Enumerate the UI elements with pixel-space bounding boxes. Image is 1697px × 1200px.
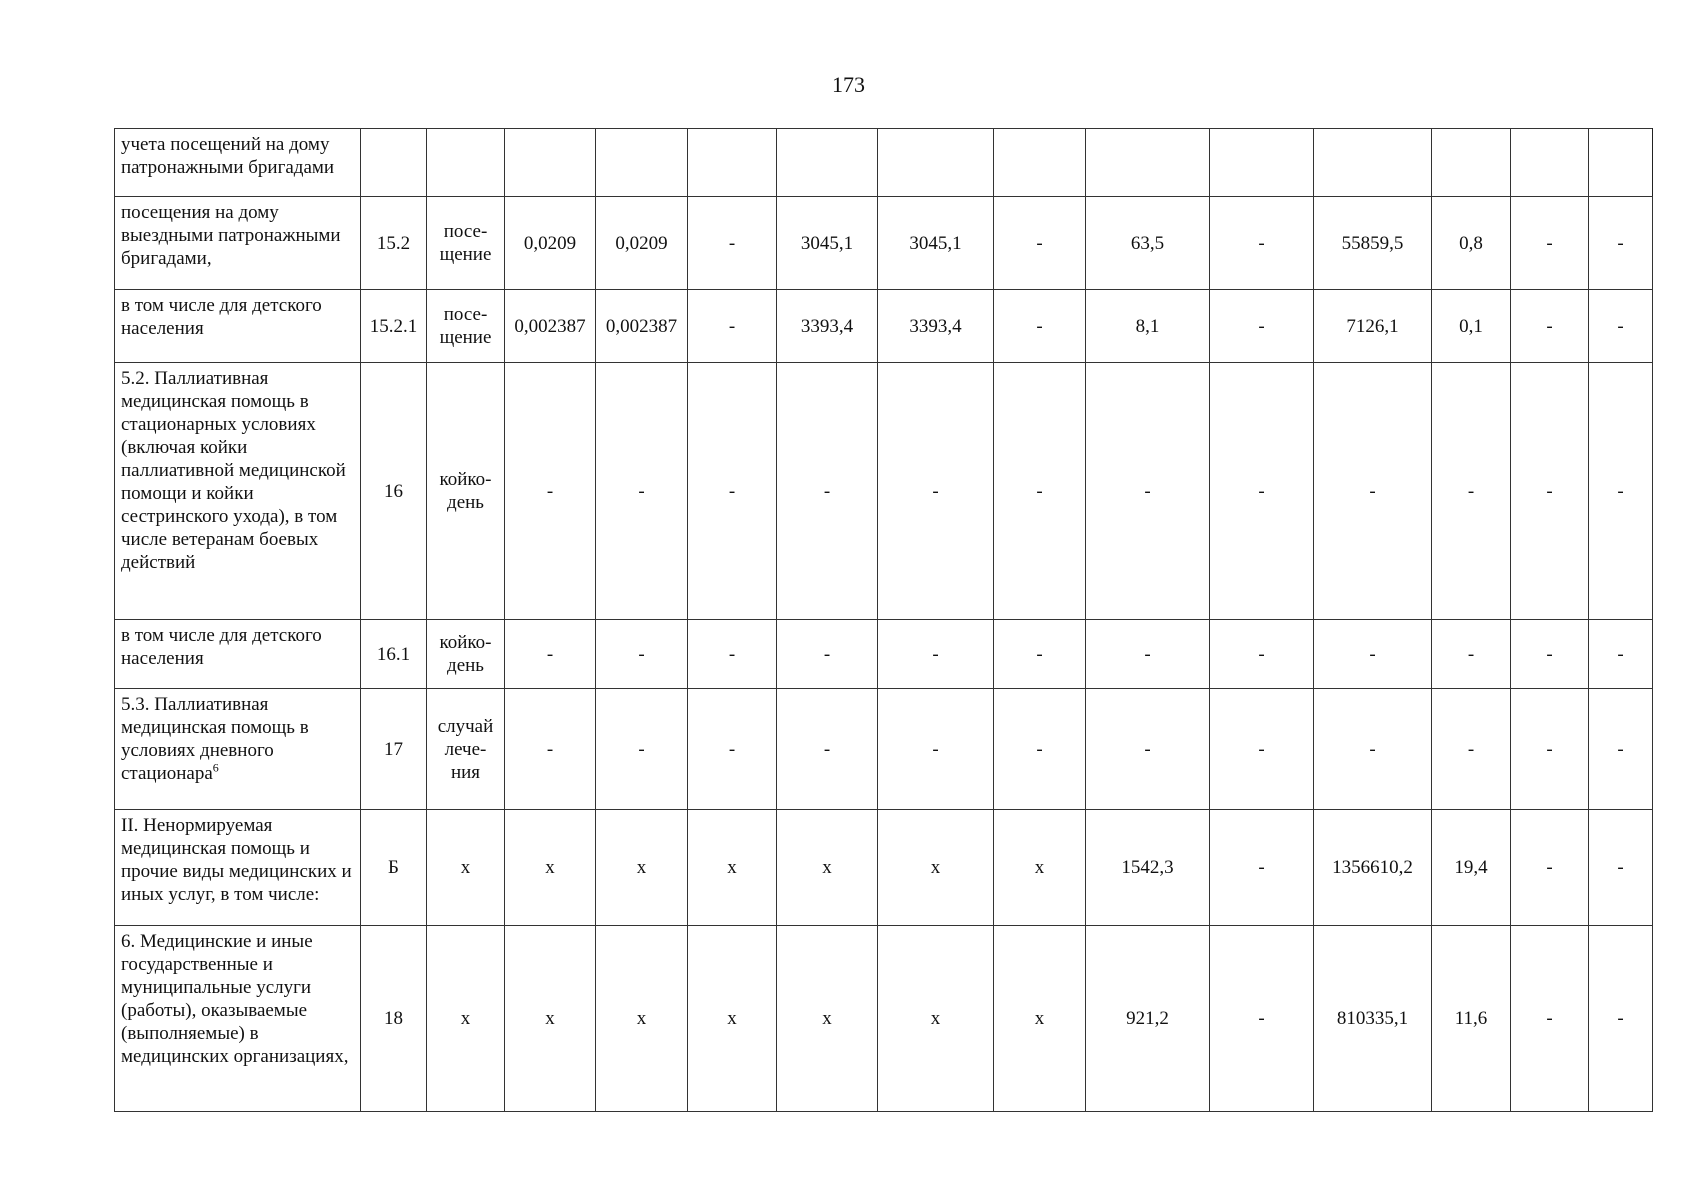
row-name: 6. Медицинские и иные государственные и муниципальные услуги (работы), оказываемые (выполняемые) в медицинских организациях, <box>115 926 361 1112</box>
row-value <box>1511 129 1589 197</box>
row-value <box>596 129 688 197</box>
row-value: х <box>777 926 878 1112</box>
row-value: 7126,1 <box>1314 290 1432 363</box>
row-value: - <box>505 363 596 620</box>
row-value: - <box>1432 689 1511 810</box>
row-value: х <box>505 810 596 926</box>
row-value: - <box>1314 363 1432 620</box>
row-value: х <box>688 926 777 1112</box>
table-row <box>115 197 1653 290</box>
row-value: 3393,4 <box>878 290 994 363</box>
row-value: х <box>878 926 994 1112</box>
tariff-table <box>114 128 1653 1112</box>
row-value: 1356610,2 <box>1314 810 1432 926</box>
row-code: 18 <box>361 926 427 1112</box>
row-value: - <box>1086 620 1210 689</box>
row-value: - <box>1589 620 1653 689</box>
row-code: 16.1 <box>361 620 427 689</box>
row-value: - <box>994 689 1086 810</box>
row-value: - <box>1589 290 1653 363</box>
row-value: - <box>688 620 777 689</box>
row-name: в том числе для детского населения <box>115 620 361 689</box>
row-value: 0,0209 <box>596 197 688 290</box>
row-value: - <box>994 197 1086 290</box>
row-value: 11,6 <box>1432 926 1511 1112</box>
row-value: - <box>1210 197 1314 290</box>
row-value: - <box>1511 620 1589 689</box>
row-value: 3045,1 <box>878 197 994 290</box>
row-value: - <box>878 689 994 810</box>
row-value: 8,1 <box>1086 290 1210 363</box>
row-name: учета посещений на дому патронажными бригадами <box>115 129 361 197</box>
row-name: в том числе для детского населения <box>115 290 361 363</box>
row-value: 1542,3 <box>1086 810 1210 926</box>
row-value: - <box>994 620 1086 689</box>
row-value: 3393,4 <box>777 290 878 363</box>
row-value <box>1314 129 1432 197</box>
row-value: 0,002387 <box>505 290 596 363</box>
row-value: - <box>994 363 1086 620</box>
row-value: 0,1 <box>1432 290 1511 363</box>
row-code: 17 <box>361 689 427 810</box>
row-value <box>777 129 878 197</box>
row-value: - <box>777 363 878 620</box>
row-value: - <box>1589 689 1653 810</box>
row-value: - <box>1511 689 1589 810</box>
table-row <box>115 363 1653 620</box>
row-value: - <box>1432 363 1511 620</box>
table-row <box>115 926 1653 1112</box>
row-value <box>994 129 1086 197</box>
row-value: 55859,5 <box>1314 197 1432 290</box>
row-value: 921,2 <box>1086 926 1210 1112</box>
row-name <box>115 689 361 810</box>
row-value: - <box>1511 290 1589 363</box>
row-name: посещения на дому выездными патронажными бригадами, <box>115 197 361 290</box>
row-value: - <box>688 197 777 290</box>
row-code <box>361 129 427 197</box>
row-unit: посе-щение <box>427 290 505 363</box>
row-value: - <box>688 689 777 810</box>
row-unit: койко-день <box>427 363 505 620</box>
row-value: х <box>878 810 994 926</box>
row-name-text: 5.3. Паллиативная медицинская помощь в условиях дневного стационара <box>121 694 309 784</box>
row-value <box>688 129 777 197</box>
row-value: х <box>688 810 777 926</box>
row-value: - <box>1589 926 1653 1112</box>
row-value: 810335,1 <box>1314 926 1432 1112</box>
row-value: - <box>1086 689 1210 810</box>
row-value: - <box>505 620 596 689</box>
row-value: - <box>994 290 1086 363</box>
row-value: - <box>688 363 777 620</box>
row-value: 0,002387 <box>596 290 688 363</box>
row-value: - <box>1314 620 1432 689</box>
row-value: - <box>596 689 688 810</box>
row-value: - <box>1589 363 1653 620</box>
row-value: - <box>1314 689 1432 810</box>
row-value <box>878 129 994 197</box>
row-value: х <box>596 810 688 926</box>
row-unit: посе-щение <box>427 197 505 290</box>
row-unit <box>427 129 505 197</box>
row-value: - <box>505 689 596 810</box>
row-value: - <box>777 620 878 689</box>
row-value: - <box>1511 197 1589 290</box>
footnote-ref: 6 <box>212 760 219 775</box>
row-code: 15.2 <box>361 197 427 290</box>
row-value: - <box>1511 810 1589 926</box>
table-row <box>115 290 1653 363</box>
row-unit: х <box>427 926 505 1112</box>
row-name: II. Ненормируемая медицинская помощь и прочие виды медицинских и иных услуг, в том числе: <box>115 810 361 926</box>
row-code: 16 <box>361 363 427 620</box>
row-value: 63,5 <box>1086 197 1210 290</box>
row-value: - <box>688 290 777 363</box>
row-name: 5.2. Паллиативная медицинская помощь в стационарных условиях (включая койки паллиативной медицинской помощи и койки сестринского ухода), в том числе ветеранам боевых действий <box>115 363 361 620</box>
row-value <box>1210 129 1314 197</box>
row-value: - <box>1086 363 1210 620</box>
row-value: х <box>994 926 1086 1112</box>
table-row <box>115 689 1653 810</box>
row-value <box>1432 129 1511 197</box>
row-code: 15.2.1 <box>361 290 427 363</box>
row-value: - <box>1210 810 1314 926</box>
row-value: х <box>505 926 596 1112</box>
row-value: - <box>1210 689 1314 810</box>
row-value: - <box>596 620 688 689</box>
page-number: 173 <box>832 72 865 97</box>
table-row <box>115 129 1653 197</box>
row-value <box>505 129 596 197</box>
table-row <box>115 810 1653 926</box>
row-value: 0,0209 <box>505 197 596 290</box>
row-value: - <box>1511 926 1589 1112</box>
row-value: - <box>1589 810 1653 926</box>
row-value: - <box>878 363 994 620</box>
row-value: - <box>1210 363 1314 620</box>
row-value: - <box>878 620 994 689</box>
row-value: 19,4 <box>1432 810 1511 926</box>
row-code: Б <box>361 810 427 926</box>
row-value: - <box>596 363 688 620</box>
table-row <box>115 620 1653 689</box>
row-value: х <box>994 810 1086 926</box>
row-value: - <box>1210 620 1314 689</box>
row-value: х <box>596 926 688 1112</box>
row-unit: койко-день <box>427 620 505 689</box>
row-value: 3045,1 <box>777 197 878 290</box>
row-value: - <box>1210 926 1314 1112</box>
row-value: х <box>777 810 878 926</box>
row-value: - <box>1589 197 1653 290</box>
row-value: - <box>777 689 878 810</box>
row-unit: х <box>427 810 505 926</box>
row-value: - <box>1511 363 1589 620</box>
row-value: - <box>1432 620 1511 689</box>
row-value: - <box>1210 290 1314 363</box>
row-value <box>1589 129 1653 197</box>
row-value: 0,8 <box>1432 197 1511 290</box>
row-value <box>1086 129 1210 197</box>
row-unit: случай лече-ния <box>427 689 505 810</box>
